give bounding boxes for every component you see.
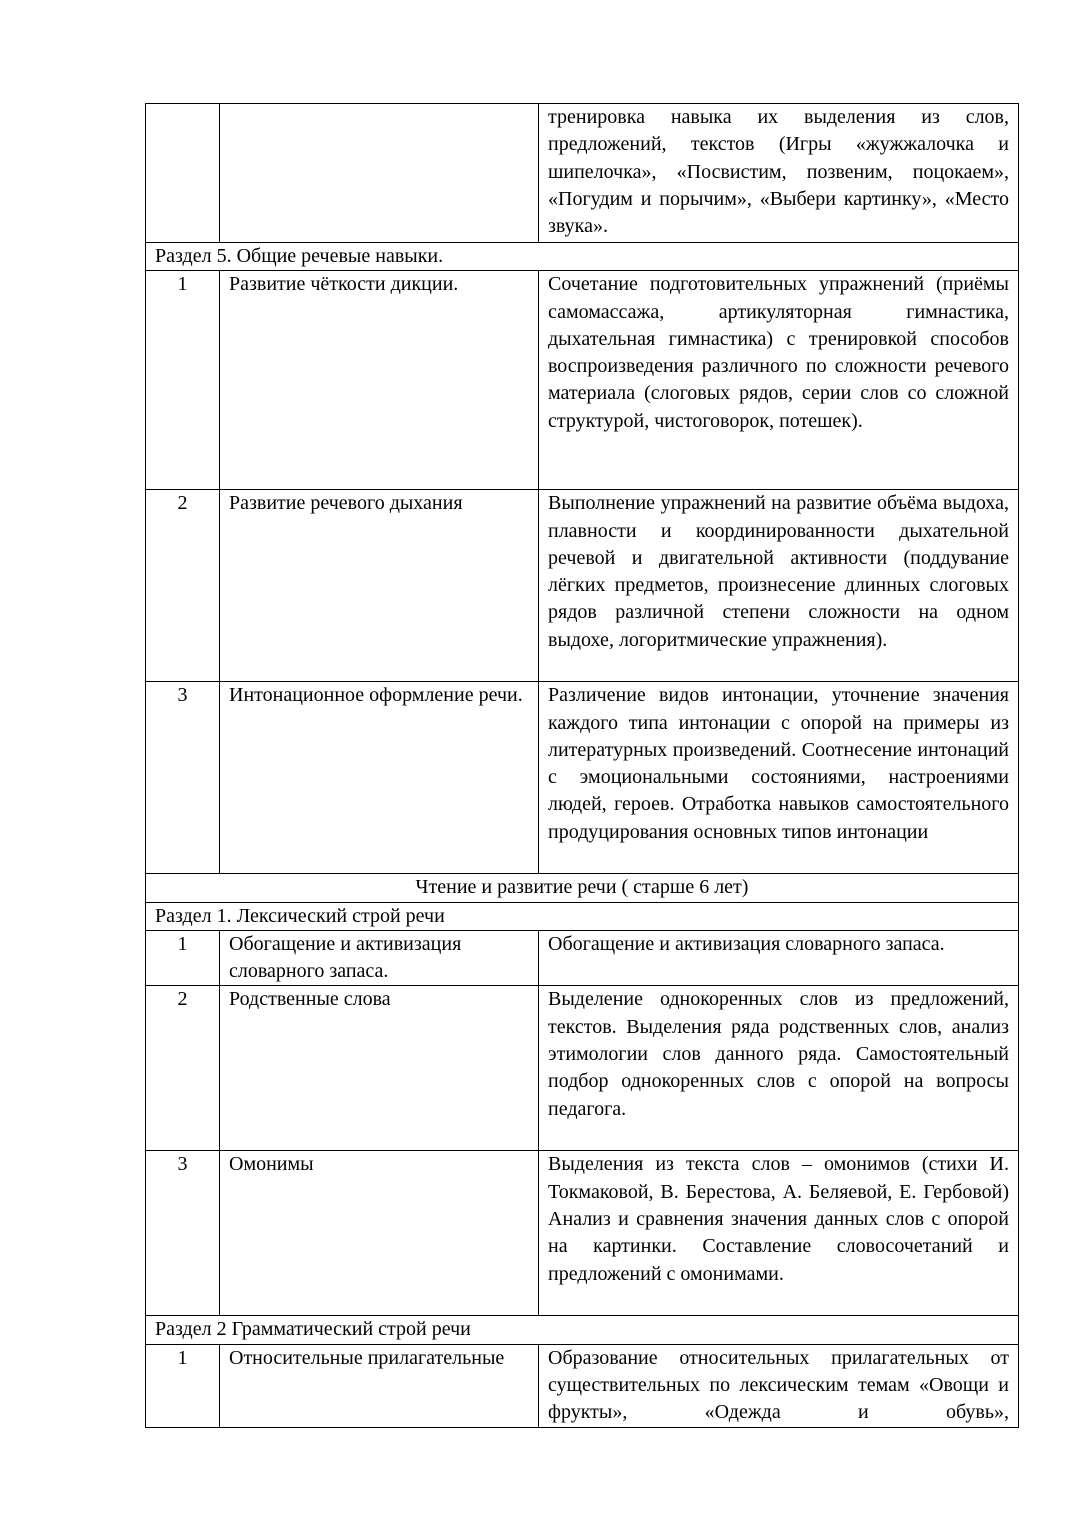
topic-cell: Омонимы <box>220 1151 539 1316</box>
row-number-cell: 3 <box>146 682 220 874</box>
course-heading: Чтение и развитие речи ( старше 6 лет) <box>146 874 1019 902</box>
section-title: Раздел 1. Лексический строй речи <box>146 902 1019 930</box>
row-number-cell: 1 <box>146 1344 220 1427</box>
topic-cell: Относительные прилагательные <box>220 1344 539 1427</box>
content-cell: Сочетание подготовительных упражнений (приёмы самомассажа, артикуляторная гимнастика, дыхательная гимнастика) с тренировкой способов воспроизведения различного по сложности речевого материала (слоговых рядов, серии слов со сложной структурой, чистоговорок, потешек). <box>539 271 1019 490</box>
table-row <box>146 490 1019 682</box>
row-number-cell: 2 <box>146 490 220 682</box>
row-number-cell: 2 <box>146 986 220 1151</box>
section-row <box>146 1316 1019 1344</box>
section-row <box>146 243 1019 271</box>
content-cell: Выделение однокоренных слов из предложений, текстов. Выделения ряда родственных слов, анализ этимологии слов данного ряда. Самостоятельный подбор однокоренных слов с опорой на вопросы педагога. <box>539 986 1019 1151</box>
table-row <box>146 104 1019 243</box>
content-cell: Обогащение и активизация словарного запаса. <box>539 930 1019 986</box>
heading-row <box>146 874 1019 902</box>
content-cell: Выполнение упражнений на развитие объёма выдоха, плавности и координированности дыхательной речевой и двигательной активности (поддувание лёгких предметов, произнесение длинных слоговых рядов различной степени сложности на одном выдохе, логоритмические упражнения). <box>539 490 1019 682</box>
topic-cell: Обогащение и активизация словарного запаса. <box>220 930 539 986</box>
table-row <box>146 1151 1019 1316</box>
content-cell: тренировка навыка их выделения из слов, предложений, текстов (Игры «жужжалочка и шипелочка», «Посвистим, позвеним, поцокаем», «Погудим и порычим», «Выбери картинку», «Место звука». <box>539 104 1019 243</box>
program-table <box>145 103 1019 1428</box>
topic-cell: Интонационное оформление речи. <box>220 682 539 874</box>
table-row <box>146 271 1019 490</box>
section-row <box>146 902 1019 930</box>
table-row <box>146 1344 1019 1427</box>
section-title: Раздел 2 Грамматический строй речи <box>146 1316 1019 1344</box>
row-number-cell: 1 <box>146 271 220 490</box>
table-row <box>146 930 1019 986</box>
table-row <box>146 986 1019 1151</box>
topic-cell <box>220 104 539 243</box>
content-cell: Различение видов интонации, уточнение значения каждого типа интонации с опорой на примеры из литературных произведений. Соотнесение интонаций с эмоциональными состояниями, настроениями людей, героев. Отработка навыков самостоятельного продуцирования основных типов интонации <box>539 682 1019 874</box>
topic-cell: Развитие чёткости дикции. <box>220 271 539 490</box>
row-number-cell: 3 <box>146 1151 220 1316</box>
topic-cell: Развитие речевого дыхания <box>220 490 539 682</box>
row-number-cell: 1 <box>146 930 220 986</box>
content-cell: Образование относительных прилагательных от существительных по лексическим темам «Овощи и фрукты», «Одежда и обувь», <box>539 1344 1019 1427</box>
table-row <box>146 682 1019 874</box>
content-cell: Выделения из текста слов – омонимов (стихи И. Токмаковой, В. Берестова, А. Беляевой, Е. Гербовой) Анализ и сравнения значения данных слов с опорой на картинки. Составление словосочетаний и предложений с омонимами. <box>539 1151 1019 1316</box>
section-title: Раздел 5. Общие речевые навыки. <box>146 243 1019 271</box>
row-number-cell <box>146 104 220 243</box>
topic-cell: Родственные слова <box>220 986 539 1151</box>
